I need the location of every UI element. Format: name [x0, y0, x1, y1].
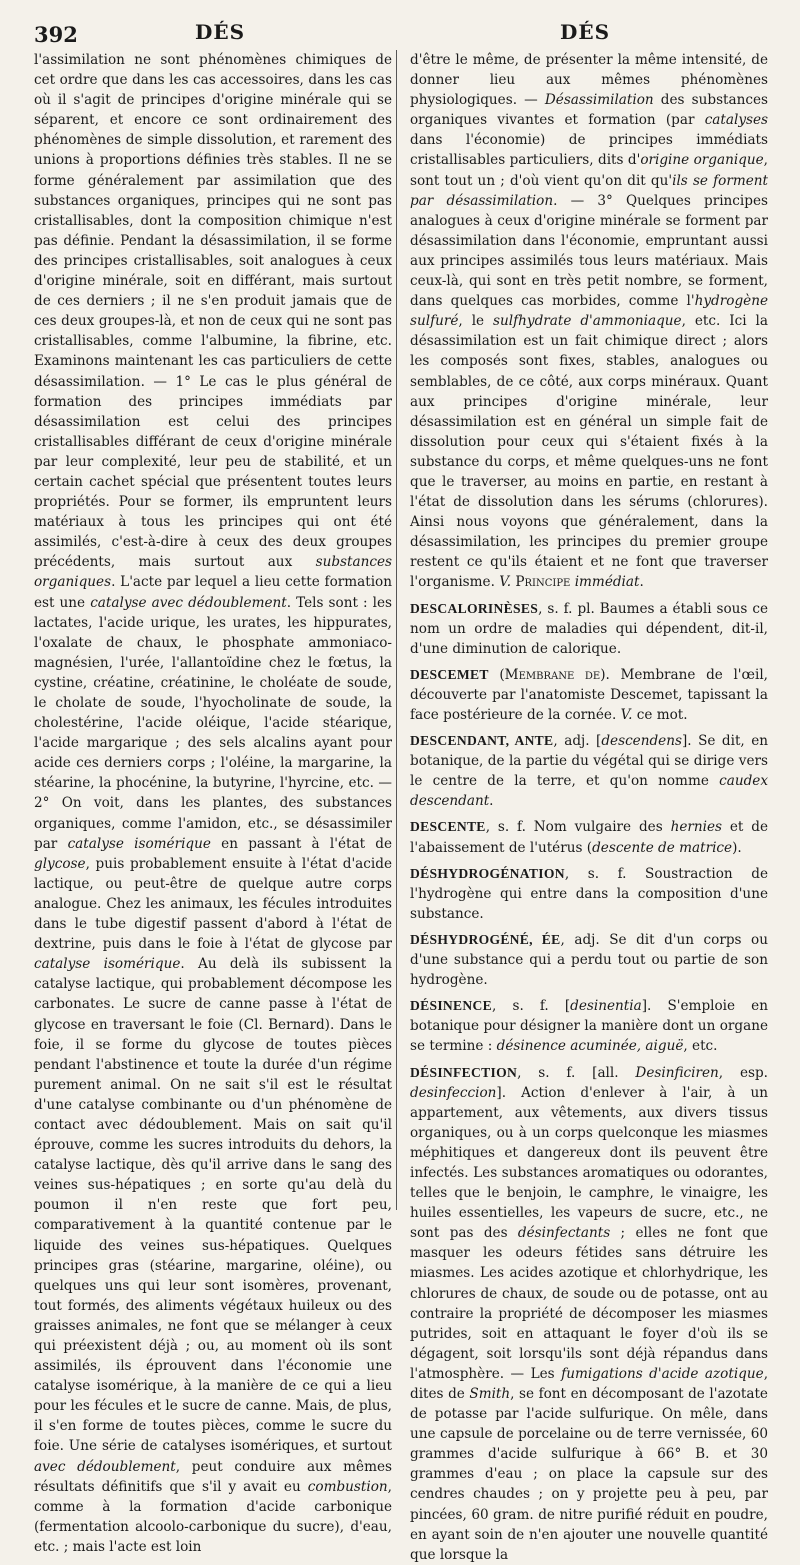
left-column [34, 50, 392, 1557]
headword: DESCEMET [410, 666, 489, 682]
headword: DÉSHYDROGÉNATION [410, 865, 565, 881]
headword: DÉSHYDROGÉNÉ, ÉE [410, 931, 561, 947]
column-divider [396, 50, 397, 1210]
headword: DÉSINFECTION [410, 1064, 518, 1080]
headword: DÉSINENCE [410, 998, 493, 1014]
right-column [410, 50, 768, 1565]
running-head-left: DÉS [195, 20, 246, 44]
entry-deshydrogenation: DÉSHYDROGÉNATION, s. f. Soustraction de l'hydrogène qui entre dans la composition d'une substance. [410, 865, 768, 922]
entry-desinence: DÉSINENCE, s. f. [desinentia]. S'emploie en botanique pour désigner la manière dont un organe se termine : désinence acuminée, aiguë, etc. [410, 998, 768, 1055]
entry-descemet: DESCEMET (Membrane de). Membrane de l'œil, découverte par l'anatomiste Descemet, tapissant la face postérieure de la cornée. V. ce mot. [410, 666, 768, 723]
entry-deshydrogene: DÉSHYDROGÉNÉ, ÉE, adj. Se dit d'un corps ou d'une substance qui a perdu tout ou partie de son hydrogène. [410, 931, 768, 989]
desassimilation-continuation: l'assimilation ne sont phénomènes chimiques de cet ordre que dans les cas accessoires, dans les cas où il s'agit de principes d'origine minérale qui se séparent, et encore ce sont ordinairement des phénomènes de simple dissolution, et rarement des unions à proportions définies très stables. Il ne se forme généralement par assimilation que des substances organiques, principes qui ne sont pas cristallisables, dont la composition chimique n'est pas définie. Pendant la désassimilation, il se forme des principes cristallisables, soit analogues à ceux d'origine minérale, soit en différant, mais surtout de ces derniers ; il ne s'en produit jamais que de ces deux groupes-là, et non de ceux qui ne sont pas cristallisables, comme l'albumine, la fibrine, etc. Examinons maintenant les cas particuliers de cette désassimilation. — 1° Le cas le plus général de formation des principes immédiats par désassimilation est celui des principes cristallisables différant de ceux d'origine minérale par leur complexité, leur peu de stabilité, et un certain cachet spécial que présentent toutes leurs propriétés. Pour se former, ils empruntent leurs matériaux à tous les principes qui ont été assimilés, c'est-à-dire à ceux des deux groupes précédents, mais surtout aux substances organiques. L'acte par lequel a lieu cette formation est une catalyse avec dédoublement. Tels sont : les lactates, l'acide urique, les urates, les hippurates, l'oxalate de chaux, le phosphate ammoniaco-magnésien, l'urée, l'allantoïdine chez le fœtus, la cystine, créatine, créatinine, le choléate de soude, le cholate de soude, l'hyocholinate de soude, la cholestérine, l'acide oléique, l'acide stéarique, l'acide margarique ; des sels alcalins ayant pour acide ces derniers corps ; l'oléine, la margarine, la stéarine, la phocénine, la butyrine, l'hyrcine, etc. — 2° On voit, dans les plantes, des substances organiques, comme l'amidon, etc., se désassimiler par catalyse isomérique en passant à l'état de glycose, puis probablement ensuite à l'état d'acide lactique, ou peut-être de quelque autre corps analogue. Chez les animaux, les fécules introduites dans le tube digestif passent d'abord à l'état de dextrine, puis dans le foie à l'état de glycose par catalyse isomérique. Au delà ils subissent la catalyse lactique, qui probablement décompose les carbonates. Le sucre de canne passe à l'état de glycose en traversant le foie (Cl. Bernard). Dans le foie, il se forme du glycose de toutes pièces pendant l'abstinence et toute la durée d'un régime purement animal. On ne sait s'il est le résultat d'une catalyse combinante ou d'un phénomène de contact avec dédoublement. Mais on sait qu'il éprouve, comme les sucres introduits du dehors, la catalyse lactique, dès qu'il arrive dans le sang des veines sus-hépatiques ; en sorte qu'au delà du poumon il n'en reste que fort peu, comparativement à la quantité contenue par le liquide des veines sus-hépatiques. Quelques principes gras (stéarine, margarine, oléine), ou quelques uns qui leur sont isomères, provenant, tout formés, des aliments végétaux huileux ou des graisses animales, ne font que se mélanger à ceux qui préexistent déjà ; ou, au moment où ils sont assimilés, ils éprouvent dans l'économie une catalyse isomérique, à la manière de ce qui a lieu pour les fécules et le sucre de canne. Mais, de plus, il s'en forme de toutes pièces, comme le sucre du foie. Une série de catalyses isomériques, et surtout avec dédoublement, peut conduire aux mêmes résultats définitifs que s'il y avait eu combustion, comme à la formation d'acide carbonique (fermentation alcoolo-carbonique du sucre), d'eau, etc. ; mais l'acte est loin [34, 52, 393, 1555]
entry-desinfection: DÉSINFECTION, s. f. [all. Desinficiren, esp. desinfeccion]. Action d'enlever à l'air, à un appartement, aux vêtements, aux divers tissus organiques, ou à un corps quelconque les miasmes méphitiques et dangereux dont ils peuvent être infectés. Les substances aromatiques ou odorantes, telles que le benjoin, le camphre, le vinaigre, les huiles essentielles, les vapeurs de sucre, etc., ne sont pas des désinfectants ; elles ne font que masquer les odeurs fétides sans détruire les miasmes. Les acides azotique et chlorhydrique, les chlorures de chaux, de soude ou de potasse, ont au contraire la propriété de décomposer les miasmes putrides, soit en attaquant le foyer d'où ils se dégagent, soit lorsqu'ils sont déjà répandus dans l'atmosphère. — Les fumigations d'acide azotique, dites de Smith, se font en décomposant de l'azotate de potasse par l'acide sulfurique. On mêle, dans une capsule de porcelaine ou de terre vernissée, 60 grammes d'acide sulfurique à 66° B. et 30 grammes d'eau ; on place la capsule sur des cendres chaudes ; on y projette peu à peu, par pincées, 60 gram. de nitre purifié réduit en poudre, en ayant soin de n'en ajouter une nouvelle quantité que lorsque la [410, 1064, 769, 1563]
desassimilation-conclusion: d'être le même, de présenter la même intensité, de donner lieu aux mêmes phénomènes physiologiques. — Désassimilation des substances organiques vivantes et formation (par catalyses dans l'économie) de principes immédiats cristallisables particuliers, dits d'origine organique, sont tout un ; d'où vient qu'on dit qu'ils se forment par désassimilation. — 3° Quelques principes analogues à ceux d'origine minérale se forment par désassimilation dans l'économie, empruntant aussi aux principes assimilés tous leurs matériaux. Mais ceux-là, qui sont en très petit nombre, se forment, dans quelques cas morbides, comme l'hydrogène sulfuré, le sulfhydrate d'ammoniaque, etc. Ici la désassimilation est un fait chimique direct ; alors les composés sont fixes, stables, analogues ou semblables, de ce côté, aux corps minéraux. Quant aux principes d'origine minérale, leur désassimilation est en général un simple fait de dissolution pour ceux qui s'étaient fixés à la substance du corps, et même quelques-uns ne font que le traverser, au moins en partie, en restant à l'état de dissolution dans les sérums (chlorures). Ainsi nous voyons que généralement, dans la désassimilation, les principes du premier groupe restent ce qu'ils étaient et ne font que traverser l'organisme. V. Principe immédiat. [410, 52, 768, 591]
page-number: 392 [34, 22, 78, 47]
entry-descente: DESCENTE, s. f. Nom vulgaire des hernies et de l'abaissement de l'utérus (descente de matrice). [410, 819, 768, 856]
headword: DESCENDANT, ANTE [410, 733, 554, 749]
running-head-right: DÉS [560, 20, 611, 44]
headword: DESCENTE [410, 819, 486, 835]
page-header [0, 14, 800, 48]
entry-descendant: DESCENDANT, ANTE, adj. [descendens]. Se dit, en botanique, de la partie du végétal qui se dirige vers le centre de la terre, et qu'on nomme caudex descendant. [410, 733, 768, 810]
entry-descalorineses: DESCALORINÈSES, s. f. pl. Baumes a établi sous ce nom un ordre de maladies qui dépendent, dit-il, d'une diminution de calorique. [410, 600, 768, 657]
headword: DESCALORINÈSES [410, 600, 539, 616]
